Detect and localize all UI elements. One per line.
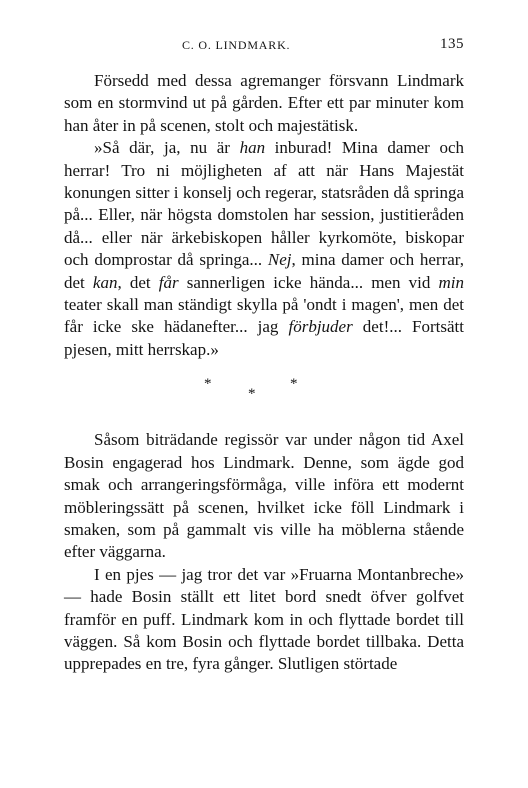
speech-text: sannerligen icke hända... men vid xyxy=(178,272,439,292)
speech-text: inburad! Mina damer och herrar! Tro ni möjligheten af att när Hans Majestät konungen sitter i konselj och regerar, statsråden då springa på... Eller, när högsta domstolen har session, justitieråden då... eller när ärkebiskopen håller kyrkomöte, biskopar och domprostar då springa... xyxy=(64,138,464,270)
asterisk-right: * xyxy=(290,376,298,393)
speech-text: , det xyxy=(117,272,159,292)
emphasis-nej: Nej xyxy=(267,250,292,270)
section-separator xyxy=(64,361,464,429)
speech-text: , mina damer och herrar, det xyxy=(64,250,464,292)
page-header xyxy=(64,38,464,58)
paragraph-4: I en pjes — jag tror det var »Fruarna Montanbreche» — hade Bosin ställt ett litet bord snedt öfver golfvet framför en puff. Lindmark kom in och flyttade bordet till väggen. Så kom Bosin och flyttade bordet tillbaka. Detta upprepades en tre, fyra gånger. Slutligen störtade xyxy=(64,564,464,674)
emphasis-han: han xyxy=(239,138,266,158)
paragraph-1: Försedd med dessa agremanger försvann Lindmark som en stormvind ut på gården. Efter ett par minuter kom han åter in på scenen, stolt och majestätisk. xyxy=(64,71,464,135)
paragraph-3: Såsom biträdande regissör var under någon tid Axel Bosin engagerad hos Lindmark. Denne, som ägde god smak och arrangeringsförmåga, ville införa ett modernt möbleringssätt på scenen, hvilket icke föll Lindmark i smaken, som på gammalt vis ville ha möblerna stående efter väggarna. xyxy=(64,430,464,562)
running-head: C. O. LINDMARK. xyxy=(182,38,291,52)
asterisk-left: * xyxy=(204,376,212,393)
emphasis-forbjuder: förbjuder xyxy=(288,317,353,337)
emphasis-far: får xyxy=(158,272,179,292)
speech-text: »Så där, ja, nu är xyxy=(94,138,240,158)
paragraph-2-speech xyxy=(64,137,464,361)
emphasis-kan: kan xyxy=(92,272,118,292)
body-text xyxy=(64,70,464,676)
speech-text: det!... Fortsätt pjesen, mitt herrskap.» xyxy=(64,317,464,359)
page-number: 135 xyxy=(440,36,464,52)
asterisk-center: * xyxy=(248,386,256,403)
emphasis-min: min xyxy=(438,272,464,292)
speech-text: teater skall man ständigt skylla på 'ondt i magen', men det får icke ske hädanefter... jag xyxy=(64,295,464,337)
